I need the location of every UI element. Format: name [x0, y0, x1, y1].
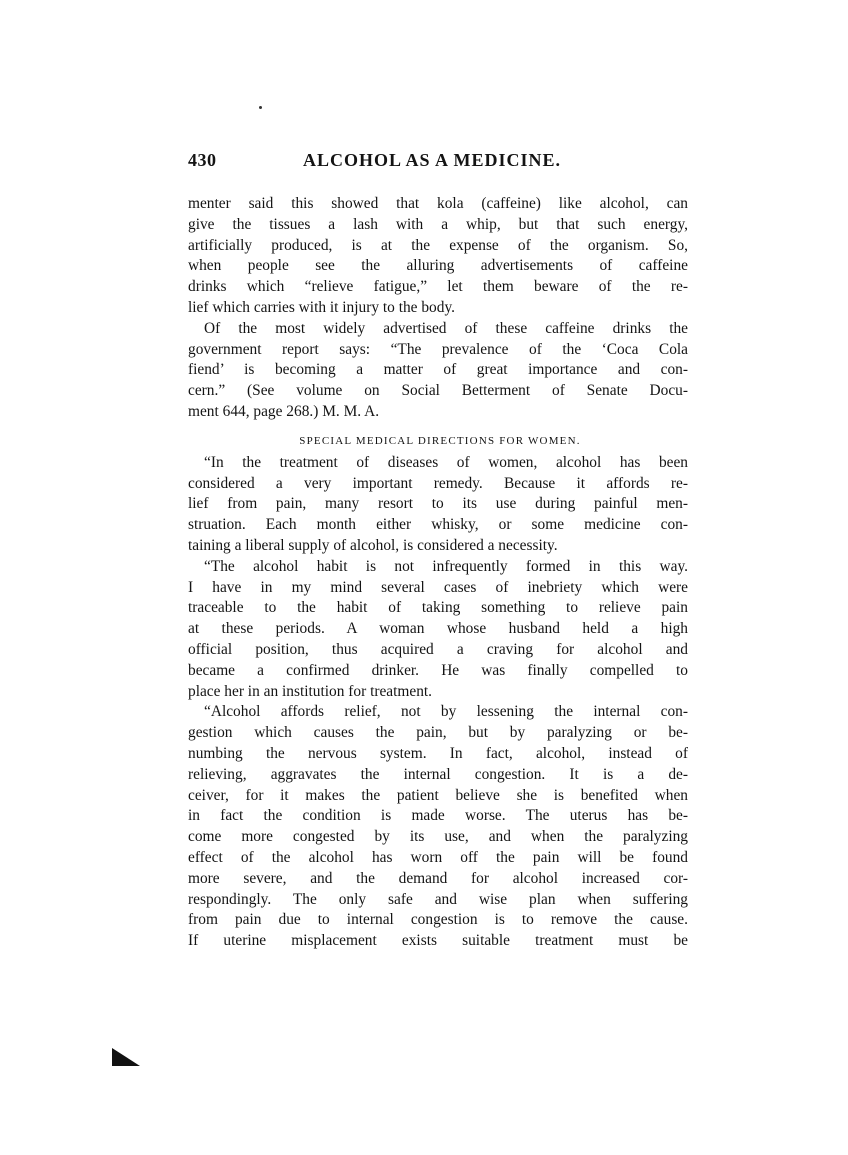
text-line: come more congested by its use, and when the paralyzing: [188, 828, 688, 846]
text-line: when people see the alluring advertisements of caffeine: [188, 257, 688, 275]
text-line: gestion which causes the pain, but by paralyzing or be-: [188, 724, 688, 742]
text-line: artificially produced, is at the expense of the organism. So,: [188, 236, 688, 254]
text-line: government report says: “The prevalence of the ‘Coca Cola: [188, 340, 688, 358]
text-line: official position, thus acquired a craving for alcohol and: [188, 640, 688, 658]
text-line: more severe, and the demand for alcohol increased cor-: [188, 869, 688, 887]
text-line: I have in my mind several cases of inebriety which were: [188, 578, 688, 596]
text-line: became a confirmed drinker. He was finally compelled to: [188, 661, 688, 679]
text-line: cern.” (See volume on Social Betterment of Senate Docu-: [188, 382, 688, 400]
text-line: menter said this showed that kola (caffeine) like alcohol, can: [188, 195, 688, 212]
paragraph: [188, 702, 688, 952]
paragraph: [188, 194, 688, 319]
scan-speck: [259, 106, 262, 109]
text-line: considered a very important remedy. Because it affords re-: [188, 474, 688, 492]
paragraph: [188, 557, 688, 703]
text-line: at these periods. A woman whose husband held a high: [188, 620, 688, 638]
text-line: ceiver, for it makes the patient believe she is benefited when: [188, 786, 688, 804]
text-line: relieving, aggravates the internal congestion. It is a de-: [188, 765, 688, 783]
text-line: struation. Each month either whisky, or some medicine con-: [188, 516, 688, 534]
text-line: lief which carries with it injury to the body.: [188, 298, 455, 316]
page-header: [188, 150, 688, 174]
text-line: “In the treatment of diseases of women, alcohol has been: [204, 453, 688, 471]
page-number: 430: [188, 150, 217, 170]
body-text: [188, 194, 688, 952]
running-head: ALCOHOL AS A MEDICINE.: [303, 150, 562, 170]
text-line: lief from pain, many resort to its use during painful men-: [188, 495, 688, 513]
text-line: fiend’ is becoming a matter of great importance and con-: [188, 361, 688, 379]
text-line: “Alcohol affords relief, not by lessening the internal con-: [204, 703, 688, 721]
text-line: “The alcohol habit is not infrequently formed in this way.: [204, 557, 688, 575]
text-line: Of the most widely advertised of these caffeine drinks the: [204, 319, 688, 337]
paragraph: [188, 453, 688, 557]
text-line: traceable to the habit of taking something to relieve pain: [188, 599, 688, 617]
text-line: taining a liberal supply of alcohol, is considered a necessity.: [188, 536, 558, 554]
paragraph: [188, 319, 688, 423]
text-line: drinks which “relieve fatigue,” let them beware of the re-: [188, 278, 688, 296]
text-line: respondingly. The only safe and wise plan when suffering: [188, 890, 688, 908]
text-line: in fact the condition is made worse. The uterus has be-: [188, 807, 688, 825]
text-line: numbing the nervous system. In fact, alcohol, instead of: [188, 744, 688, 762]
text-line: place her in an institution for treatment.: [188, 682, 433, 700]
text-line: effect of the alcohol has worn off the pain will be found: [188, 848, 688, 866]
text-line: ment 644, page 268.) M. M. A.: [188, 402, 380, 420]
section-heading: SPECIAL MEDICAL DIRECTIONS FOR WOMEN.: [299, 434, 581, 447]
page-corner-triangle-icon: [112, 1048, 140, 1066]
text-line: give the tissues a lash with a whip, but that such energy,: [188, 215, 688, 233]
text-line: from pain due to internal congestion is to remove the cause.: [188, 911, 688, 929]
text-line: If uterine misplacement exists suitable treatment must be: [188, 932, 688, 950]
